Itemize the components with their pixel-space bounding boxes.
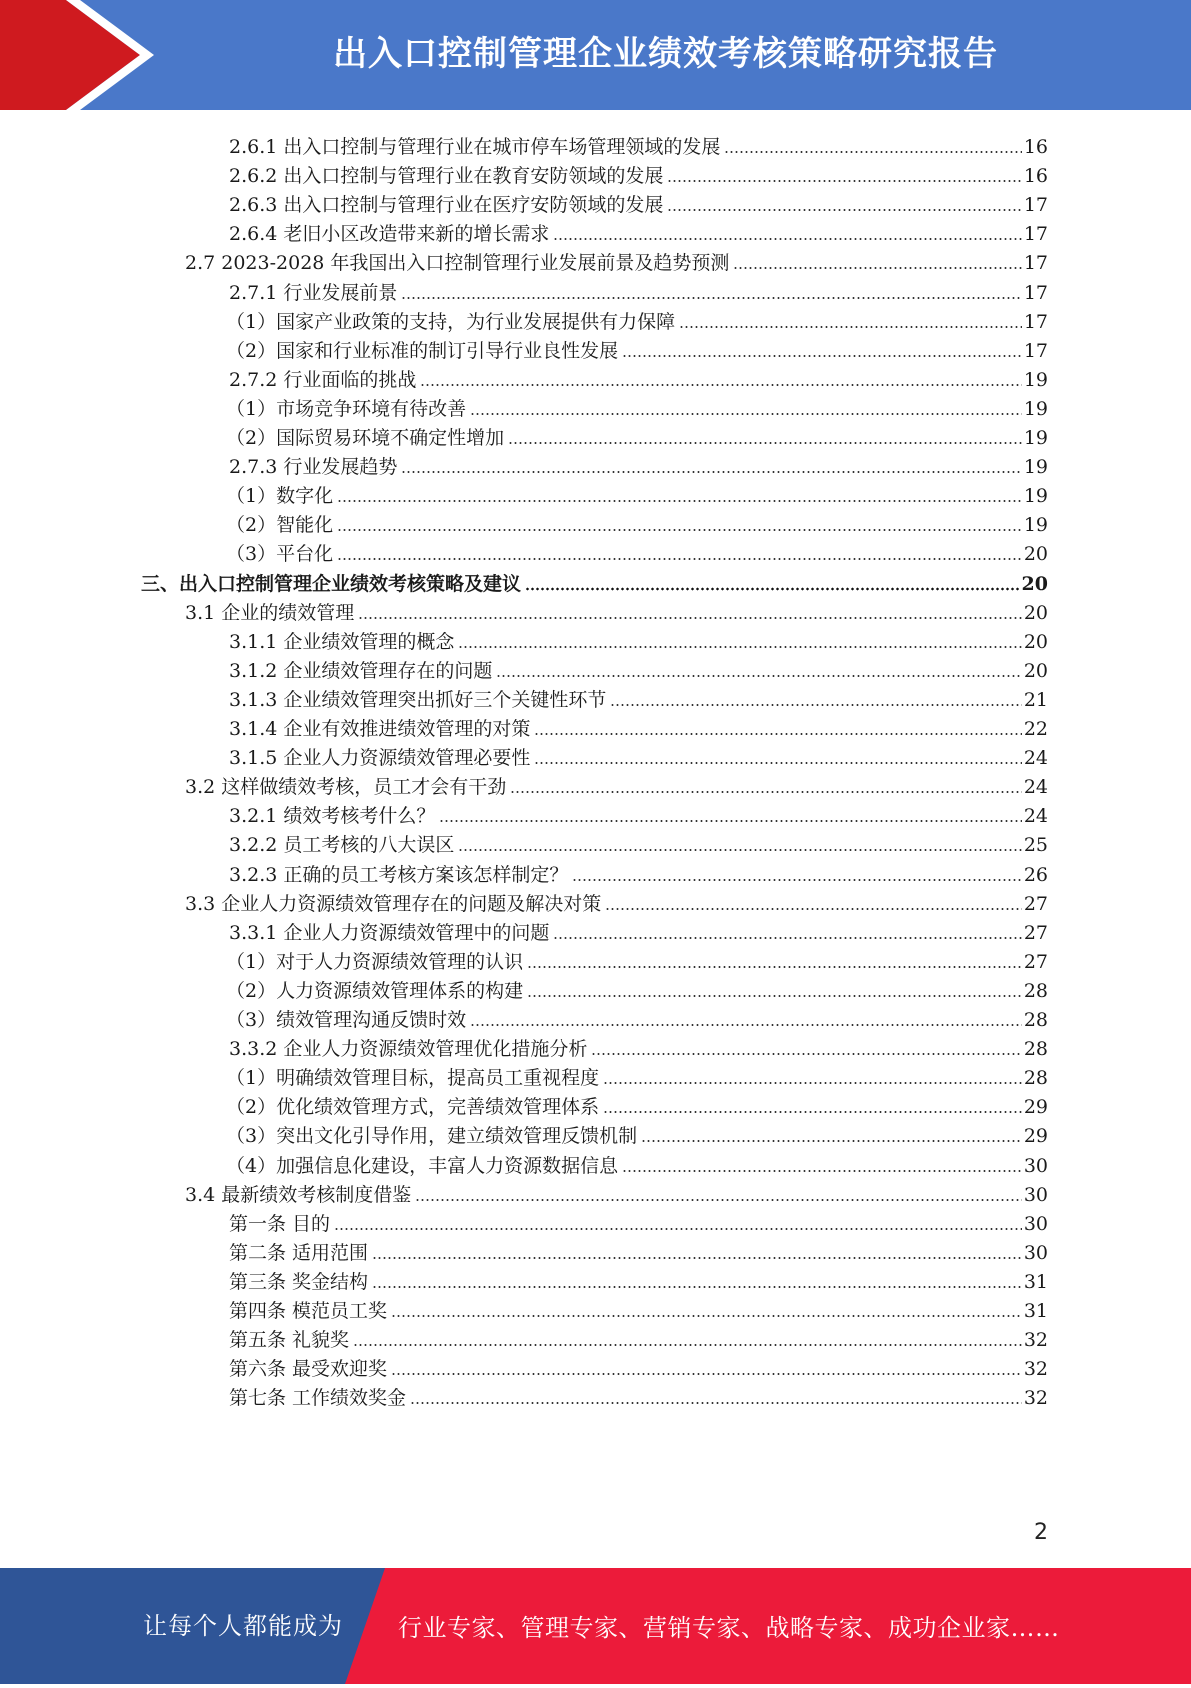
header-red-arrow <box>0 0 140 110</box>
toc-dot-leader <box>605 907 1022 911</box>
toc-dot-leader <box>603 1081 1022 1085</box>
toc-entry-page: 31 <box>1023 1300 1048 1322</box>
toc-entry[interactable] <box>226 943 1048 974</box>
toc-entry[interactable] <box>226 1147 1048 1178</box>
toc-dot-leader <box>353 1343 1022 1347</box>
toc-entry-title: （3）绩效管理沟通反馈时效 <box>226 1009 467 1031</box>
toc-entry[interactable] <box>229 856 1048 887</box>
toc-entry-title: （1）数字化 <box>226 485 334 508</box>
toc-entry[interactable] <box>229 1321 1048 1352</box>
toc-dot-leader <box>510 790 1022 794</box>
toc-entry-title: 3.1.3 企业绩效管理突出抓好三个关键性环节 <box>229 688 607 711</box>
toc-entry-page: 17 <box>1023 252 1048 275</box>
toc-entry-title: 3.3.1 企业人力资源绩效管理中的问题 <box>229 921 550 944</box>
toc-entry-title: 3.1 企业的绩效管理 <box>185 601 355 624</box>
toc-entry[interactable] <box>229 186 1048 217</box>
toc-entry-page: 27 <box>1023 950 1048 973</box>
toc-dot-leader <box>458 645 1021 649</box>
toc-dot-leader <box>733 266 1021 270</box>
toc-entry-title: 3.1.5 企业人力资源绩效管理必要性 <box>229 747 531 770</box>
toc-entry-title: 3.2 这样做绩效考核，员工才会有干劲 <box>185 776 507 799</box>
report-title: 出入口控制管理企业绩效考核策略研究报告 <box>333 34 998 74</box>
toc-entry[interactable] <box>229 710 1048 741</box>
toc-entry[interactable] <box>229 623 1048 654</box>
toc-entry-page: 30 <box>1023 1154 1048 1177</box>
toc-entry-page: 20 <box>1023 659 1048 682</box>
toc-entry[interactable] <box>229 215 1048 246</box>
toc-entry-page: 32 <box>1023 1358 1048 1381</box>
toc-entry-title: （1）国家产业政策的支持，为行业发展提供有力保障 <box>226 310 676 333</box>
toc-entry-title: 2.6.3 出入口控制与管理行业在医疗安防领域的发展 <box>229 194 664 217</box>
toc-dot-leader <box>415 1198 1022 1202</box>
toc-dot-leader <box>401 470 1021 474</box>
toc-dot-leader <box>553 936 1021 940</box>
toc-entry-title: 2.6.4 老旧小区改造带来新的增长需求 <box>229 223 550 246</box>
toc-entry-page: 19 <box>1023 514 1048 537</box>
toc-entry-page: 19 <box>1023 368 1048 391</box>
toc-entry-title: （4）加强信息化建设，丰富人力资源数据信息 <box>226 1154 619 1177</box>
toc-entry-page: 29 <box>1023 1125 1048 1148</box>
toc-entry-page: 24 <box>1023 747 1048 770</box>
toc-entry-title: （1）对于人力资源绩效管理的认识 <box>226 950 524 973</box>
toc-entry-title: （3）平台化 <box>226 543 334 566</box>
page-footer <box>0 1568 1191 1684</box>
toc-entry-title: 3.3.2 企业人力资源绩效管理优化措施分析 <box>229 1038 588 1061</box>
toc-entry[interactable] <box>229 128 1048 159</box>
toc-entry[interactable] <box>229 914 1048 945</box>
toc-entry[interactable] <box>185 885 1048 916</box>
toc-dot-leader <box>358 616 1022 620</box>
toc-dot-leader <box>420 383 1021 387</box>
toc-entry-page: 28 <box>1023 979 1048 1002</box>
toc-entry-title: 3.4 最新绩效考核制度借鉴 <box>185 1183 412 1206</box>
toc-entry-title: 第七条 工作绩效奖金 <box>229 1387 407 1410</box>
toc-dot-leader <box>724 150 1021 154</box>
page-header <box>0 0 1191 110</box>
toc-entry-title: 3.1.1 企业绩效管理的概念 <box>229 630 455 653</box>
toc-entry[interactable] <box>185 594 1048 625</box>
toc-entry-title: （3）突出文化引导作用，建立绩效管理反馈机制 <box>226 1125 638 1148</box>
toc-entry[interactable] <box>229 157 1048 188</box>
toc-entry-page: 32 <box>1023 1329 1048 1352</box>
toc-entry-title: （2）国际贸易环境不确定性增加 <box>226 427 505 449</box>
toc-entry-page: 19 <box>1023 427 1048 449</box>
toc-dot-leader <box>525 587 1020 591</box>
toc-entry-title: 3.2.2 员工考核的八大误区 <box>229 834 455 857</box>
toc-dot-leader <box>439 819 1021 823</box>
toc-entry-title: （2）智能化 <box>226 514 334 537</box>
toc-dot-leader <box>410 1401 1022 1405</box>
toc-dot-leader <box>610 703 1021 707</box>
toc-entry[interactable] <box>229 448 1048 479</box>
toc-entry[interactable] <box>226 535 1048 566</box>
toc-entry-title: 第四条 模范员工奖 <box>229 1300 388 1322</box>
toc-dot-leader <box>667 179 1021 183</box>
toc-entry-page: 19 <box>1023 456 1048 479</box>
toc-entry-title: 第五条 礼貌奖 <box>229 1329 350 1352</box>
toc-entry-page: 17 <box>1023 281 1048 304</box>
toc-dot-leader <box>372 1256 1022 1260</box>
footer-slogan-left: 让每个人都能成为 <box>143 1612 343 1640</box>
toc-entry-title: （2）国家和行业标准的制订引导行业良性发展 <box>226 339 619 362</box>
toc-entry-title: 3.1.4 企业有效推进绩效管理的对策 <box>229 718 531 740</box>
toc-dot-leader <box>622 1169 1022 1173</box>
toc-entry-page: 26 <box>1023 863 1048 886</box>
toc-dot-leader <box>401 296 1021 300</box>
toc-entry-page: 30 <box>1023 1241 1048 1264</box>
toc-entry-page: 21 <box>1023 688 1048 711</box>
toc-dot-leader <box>337 557 1022 561</box>
toc-entry[interactable] <box>229 826 1048 857</box>
toc-entry[interactable] <box>229 1350 1048 1381</box>
toc-entry-page: 28 <box>1023 1009 1048 1031</box>
toc-entry-page: 17 <box>1023 339 1048 362</box>
toc-entry[interactable] <box>229 1263 1048 1294</box>
toc-entry[interactable] <box>229 1292 1048 1323</box>
toc-dot-leader <box>534 732 1021 736</box>
toc-entry-page: 22 <box>1023 718 1048 740</box>
toc-entry-title: （2）优化绩效管理方式，完善绩效管理体系 <box>226 1096 600 1119</box>
toc-entry[interactable] <box>226 303 1048 334</box>
toc-entry[interactable] <box>229 1205 1048 1236</box>
toc-entry-title: 3.2.3 正确的员工考核方案该怎样制定？ <box>229 863 569 886</box>
toc-entry-page: 20 <box>1021 572 1048 595</box>
toc-entry[interactable] <box>229 681 1048 712</box>
toc-entry[interactable] <box>226 1059 1048 1090</box>
toc-entry[interactable] <box>185 244 1048 275</box>
toc-dot-leader <box>679 325 1022 329</box>
toc-dot-leader <box>391 1372 1022 1376</box>
toc-entry[interactable] <box>226 419 1048 450</box>
toc-entry-title: 三、出入口控制管理企业绩效考核策略及建议 <box>141 572 522 595</box>
toc-entry-page: 30 <box>1023 1183 1048 1206</box>
toc-entry-page: 19 <box>1023 397 1048 420</box>
toc-entry[interactable] <box>229 797 1048 828</box>
footer-slogan-right: 行业专家、管理专家、营销专家、战略专家、成功企业家…… <box>398 1614 1060 1642</box>
toc-entry-title: 2.6.2 出入口控制与管理行业在教育安防领域的发展 <box>229 165 664 188</box>
toc-entry-title: （1）明确绩效管理目标，提高员工重视程度 <box>226 1067 600 1090</box>
toc-entry-page: 29 <box>1023 1096 1048 1119</box>
toc-entry-page: 16 <box>1023 136 1048 158</box>
toc-dot-leader <box>391 1314 1022 1318</box>
toc-entry-page: 25 <box>1023 834 1048 857</box>
toc-dot-leader <box>372 1285 1022 1289</box>
toc-entry-page: 27 <box>1023 921 1048 944</box>
toc-entry-page: 19 <box>1023 485 1048 508</box>
toc-entry[interactable] <box>185 1176 1048 1207</box>
toc-entry-title: 第二条 适用范围 <box>229 1241 369 1264</box>
toc-dot-leader <box>622 354 1022 358</box>
toc-entry[interactable] <box>141 565 1048 596</box>
toc-entry[interactable] <box>226 390 1048 421</box>
toc-dot-leader <box>470 1023 1022 1027</box>
toc-entry-title: 3.2.1 绩效考核考什么？ <box>229 805 436 828</box>
toc-entry[interactable] <box>226 506 1048 537</box>
toc-dot-leader <box>667 208 1021 212</box>
toc-entry[interactable] <box>226 1088 1048 1119</box>
toc-dot-leader <box>534 761 1021 765</box>
toc-entry-page: 30 <box>1023 1212 1048 1235</box>
toc-dot-leader <box>572 878 1021 882</box>
toc-entry[interactable] <box>226 332 1048 363</box>
toc-entry-page: 17 <box>1023 223 1048 246</box>
toc-entry-title: 第三条 奖金结构 <box>229 1270 369 1293</box>
toc-entry-page: 28 <box>1023 1067 1048 1090</box>
toc-dot-leader <box>527 965 1022 969</box>
page-number: 2 <box>1034 1520 1048 1545</box>
toc-entry[interactable] <box>229 652 1048 683</box>
toc-entry-page: 20 <box>1023 630 1048 653</box>
toc-entry-title: （1）市场竞争环境有待改善 <box>226 397 467 420</box>
toc-dot-leader <box>527 994 1022 998</box>
toc-entry-title: 第六条 最受欢迎奖 <box>229 1358 388 1381</box>
toc-entry-title: 3.1.2 企业绩效管理存在的问题 <box>229 659 493 682</box>
toc-dot-leader <box>337 499 1022 503</box>
toc-entry-title: 2.7.1 行业发展前景 <box>229 281 398 304</box>
toc-dot-leader <box>508 441 1022 445</box>
toc-entry[interactable] <box>185 768 1048 799</box>
toc-entry[interactable] <box>229 1030 1048 1061</box>
toc-entry-page: 16 <box>1023 165 1048 188</box>
toc-entry-page: 17 <box>1023 194 1048 217</box>
toc-dot-leader <box>337 528 1022 532</box>
toc-entry[interactable] <box>226 477 1048 508</box>
toc-entry-title: 2.7.3 行业发展趋势 <box>229 456 398 479</box>
toc-dot-leader <box>603 1110 1022 1114</box>
toc-dot-leader <box>496 674 1021 678</box>
toc-entry-page: 24 <box>1023 776 1048 799</box>
toc-entry[interactable] <box>226 1001 1048 1032</box>
toc-dot-leader <box>553 237 1021 241</box>
toc-entry[interactable] <box>226 972 1048 1003</box>
toc-entry[interactable] <box>229 1379 1048 1410</box>
toc-entry[interactable] <box>229 739 1048 770</box>
toc-entry-page: 31 <box>1023 1270 1048 1293</box>
toc-entry-title: 3.3 企业人力资源绩效管理存在的问题及解决对策 <box>185 892 602 915</box>
toc-entry-page: 28 <box>1023 1038 1048 1061</box>
toc-entry-page: 27 <box>1023 892 1048 915</box>
toc-entry[interactable] <box>229 274 1048 305</box>
toc-entry-page: 20 <box>1023 543 1048 566</box>
toc-dot-leader <box>641 1139 1022 1143</box>
toc-entry-page: 20 <box>1023 601 1048 624</box>
toc-dot-leader <box>458 848 1021 852</box>
toc-entry-title: 2.6.1 出入口控制与管理行业在城市停车场管理领域的发展 <box>229 136 721 158</box>
toc-entry-page: 32 <box>1023 1387 1048 1410</box>
toc-entry[interactable] <box>229 1234 1048 1265</box>
toc-entry-page: 17 <box>1023 310 1048 333</box>
toc-entry-page: 24 <box>1023 805 1048 828</box>
toc-dot-leader <box>470 412 1022 416</box>
toc-dot-leader <box>334 1227 1022 1231</box>
toc-entry-title: 第一条 目的 <box>229 1212 331 1235</box>
toc-entry-title: 2.7 2023-2028 年我国出入口控制管理行业发展前景及趋势预测 <box>185 252 730 275</box>
toc-entry[interactable] <box>226 1117 1048 1148</box>
toc-dot-leader <box>591 1052 1021 1056</box>
toc-entry-title: 2.7.2 行业面临的挑战 <box>229 368 417 391</box>
toc-entry-title: （2）人力资源绩效管理体系的构建 <box>226 979 524 1002</box>
toc-entry[interactable] <box>229 361 1048 392</box>
